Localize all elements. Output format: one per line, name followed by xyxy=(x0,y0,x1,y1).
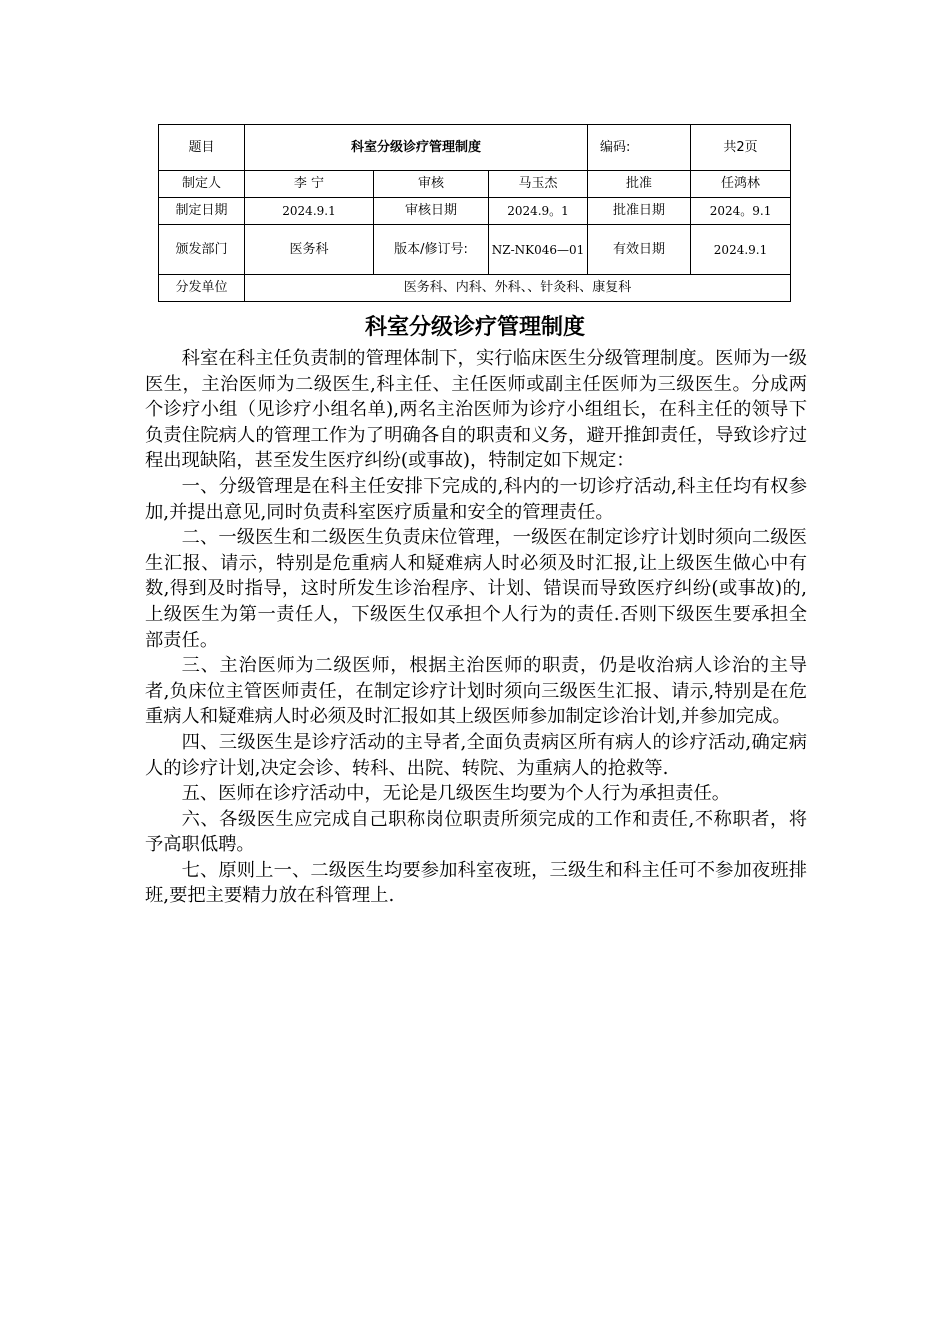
paragraph-rule-5: 五、医师在诊疗活动中，无论是几级医生均要为个人行为承担责任。 xyxy=(181,783,731,805)
paragraph-rule-6: 六、各级医生应完成自己职称岗位职责所须完成的工作和责任,不称职者，将予高职低聘。 xyxy=(145,808,807,856)
paragraph-rule-4: 四、三级医生是诊疗活动的主导者,全面负责病区所有病人的诊疗活动,确定病人的诊疗计划,决定会诊、转科、出院、转院、为重病人的抢救等. xyxy=(145,731,807,779)
document-header-table xyxy=(158,124,791,302)
issuing-dept-value: 医务科 xyxy=(245,225,374,275)
header-row-topic xyxy=(159,125,791,171)
header-row-people xyxy=(159,171,791,198)
reviewer-value: 马玉杰 xyxy=(489,171,588,198)
author-value: 李 宁 xyxy=(245,171,374,198)
version-value: NZ-NK046—01 xyxy=(489,225,588,275)
paragraph-rule-3: 三、主治医师为二级医师，根据主治医师的职责，仍是收治病人诊治的主导者,负床位主管医师责任，在制定诊疗计划时须向三级医生汇报、请示,特别是在危重病人和疑难病人时必须及时汇报如其上级医师参加制定诊治计划,并参加完成。 xyxy=(145,655,807,728)
paragraph-rule-7: 七、原则上一、二级医生均要参加科室夜班，三级生和科主任可不参加夜班排班,要把主要精力放在科管理上. xyxy=(145,859,807,907)
issuing-dept-label: 颁发部门 xyxy=(159,225,245,275)
review-date-value: 2024.9。1 xyxy=(489,198,588,225)
pages-value: 共2页 xyxy=(691,125,791,171)
document-body xyxy=(145,346,807,909)
header-row-dates xyxy=(159,198,791,225)
created-date-value: 2024.9.1 xyxy=(245,198,374,225)
document-title: 科室分级诊疗管理制度 xyxy=(364,315,585,340)
created-date-label: 制定日期 xyxy=(159,198,245,225)
approver-label: 批准 xyxy=(588,171,691,198)
paragraph-intro: 科室在科主任负责制的管理体制下，实行临床医生分级管理制度。医师为一级医生，主治医师为二级医生,科主任、主任医师或副主任医师为三级医生。分成两个诊疗小组（见诊疗小组名单),两名主治医师为诊疗小组组长，在科主任的领导下负责住院病人的管理工作为了明确各自的职责和义务，避开推卸责任，导致诊疗过程出现缺陷，甚至发生医疗纠纷(或事故)，特制定如下规定： xyxy=(145,348,807,472)
approve-date-value: 2024。9.1 xyxy=(691,198,791,225)
reviewer-label: 审核 xyxy=(374,171,489,198)
approve-date-label: 批准日期 xyxy=(588,198,691,225)
distribution-value: 医务科、内科、外科、、针灸科、康复科 xyxy=(245,275,791,302)
code-label: 编码: xyxy=(588,125,691,171)
author-label: 制定人 xyxy=(159,171,245,198)
topic-value: 科室分级诊疗管理制度 xyxy=(245,125,588,171)
distribution-label: 分发单位 xyxy=(159,275,245,302)
version-label: 版本/修订号: xyxy=(374,225,489,275)
paragraph-rule-1: 一、分级管理是在科主任安排下完成的,科内的一切诊疗活动,科主任均有权参加,并提出意见,同时负责科室医疗质量和安全的管理责任。 xyxy=(145,475,807,523)
effective-date-value: 2024.9.1 xyxy=(691,225,791,275)
effective-date-label: 有效日期 xyxy=(588,225,691,275)
topic-label: 题目 xyxy=(159,125,245,171)
review-date-label: 审核日期 xyxy=(374,198,489,225)
header-row-issue xyxy=(159,225,791,275)
paragraph-rule-2: 二、一级医生和二级医生负责床位管理，一级医在制定诊疗计划时须向二级医生汇报、请示，特别是危重病人和疑难病人时必须及时汇报,让上级医生做心中有数,得到及时指导，这时所发生诊治程序、计划、错误而导致医疗纠纷(或事故)的,上级医生为第一责任人，下级医生仅承担个人行为的责任.否则下级医生要承担全部责任。 xyxy=(145,527,807,651)
header-row-distribution xyxy=(159,275,791,302)
approver-value: 任鸿林 xyxy=(691,171,791,198)
